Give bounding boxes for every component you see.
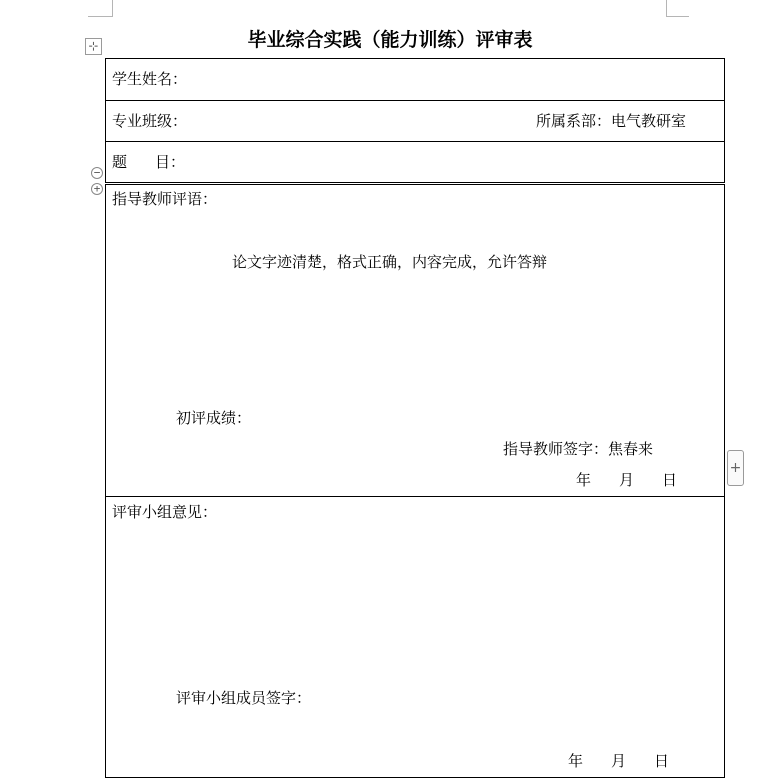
student-name-row — [106, 59, 724, 100]
advisor-date — [576, 470, 677, 490]
topic-label-part2: 目： — [155, 153, 186, 171]
advisor-signature-name: 焦春来 — [608, 440, 654, 458]
advisor-comment-text: 论文字迹清楚，格式正确，内容完成，允许答辩 — [232, 253, 548, 271]
page-title: 毕业综合实践（能力训练）评审表 — [247, 29, 533, 51]
class-row — [106, 100, 724, 141]
class-label: 专业班级： — [112, 112, 188, 130]
topic-field — [112, 152, 185, 172]
evaluation-table — [105, 184, 725, 778]
topic-row — [106, 141, 724, 182]
advisor-date-day: 日 — [662, 471, 678, 489]
info-table — [105, 58, 725, 183]
advisor-date-year: 年 — [576, 471, 592, 489]
advisor-signature — [503, 439, 653, 459]
review-date-month: 月 — [611, 752, 627, 770]
advisor-comment-section — [106, 185, 724, 497]
collapse-row-icon[interactable]: − — [91, 167, 103, 179]
review-date-day: 日 — [654, 752, 670, 770]
advisor-date-month: 月 — [619, 471, 635, 489]
crop-mark-top-right — [666, 0, 689, 17]
department-field — [536, 111, 686, 131]
advisor-comment-label: 指导教师评语： — [112, 190, 218, 208]
review-date-year: 年 — [568, 752, 584, 770]
initial-score-label: 初评成绩： — [176, 409, 252, 427]
department-label: 所属系部： — [536, 112, 612, 130]
crop-mark-top-left — [88, 0, 113, 17]
review-opinion-section — [106, 497, 724, 777]
review-opinion-label: 评审小组意见： — [112, 503, 218, 521]
table-move-handle-icon[interactable]: ⊹ — [85, 38, 102, 55]
topic-label-part1: 题 — [112, 153, 128, 171]
add-column-icon[interactable]: + — [727, 450, 744, 486]
review-members-signature-label: 评审小组成员签字： — [176, 689, 312, 707]
department-value: 电气教研室 — [611, 112, 687, 130]
expand-row-icon[interactable]: + — [91, 183, 103, 195]
review-date — [568, 751, 669, 771]
student-name-label: 学生姓名： — [112, 70, 188, 88]
advisor-signature-label: 指导教师签字： — [503, 440, 609, 458]
